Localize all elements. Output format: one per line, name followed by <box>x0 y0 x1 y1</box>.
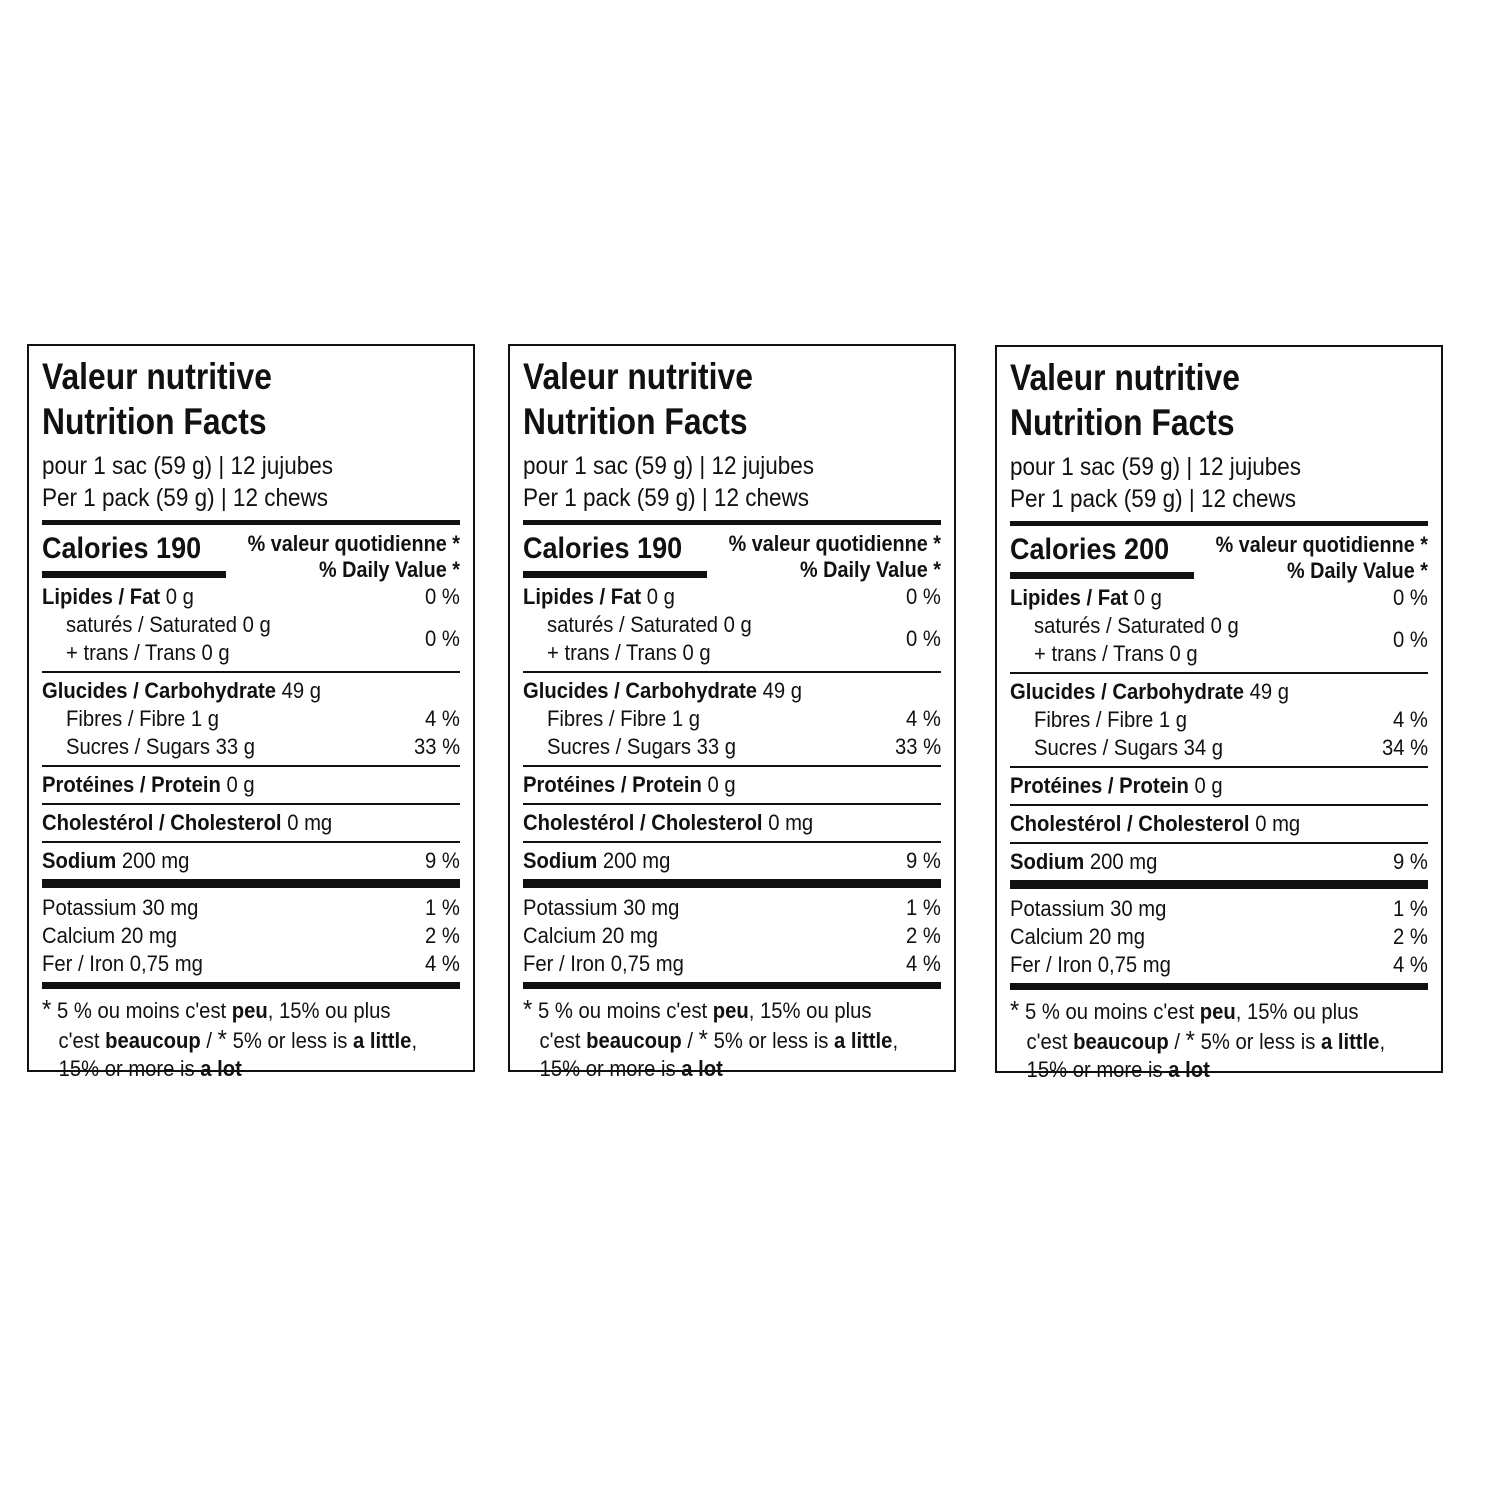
divider <box>42 765 460 767</box>
footnote-text: c'est <box>58 1028 106 1053</box>
nutrition-label-3 <box>995 345 1443 1082</box>
carbohydrate-value: 49 g <box>281 678 321 703</box>
calories-underline <box>1010 572 1194 579</box>
protein-row <box>42 771 460 799</box>
footnote-text: 5 % ou moins c'est <box>1024 999 1200 1024</box>
fat-dv: 0 % <box>906 584 941 609</box>
protein-row <box>523 771 941 799</box>
title-english: Nutrition Facts <box>523 401 748 442</box>
sugars: Sucres / Sugars 33 g <box>547 734 737 759</box>
fibre-dv: 4 % <box>425 706 460 731</box>
cholesterol-row <box>523 809 941 837</box>
nutrition-label-2 <box>508 344 956 1081</box>
footnote-bold: a little <box>352 1028 412 1053</box>
fat-dv: 0 % <box>1393 585 1428 610</box>
title-french: Valeur nutritive <box>42 356 272 397</box>
potassium-dv: 1 % <box>425 895 460 920</box>
title-french: Valeur nutritive <box>1010 357 1240 398</box>
sodium-row <box>523 847 941 875</box>
footnote-text: / <box>1168 1029 1186 1054</box>
footnote-bold: a lot <box>200 1056 242 1081</box>
footnote-bold: peu <box>231 998 268 1023</box>
protein-value: 0 g <box>226 772 255 797</box>
saturated-trans-group <box>1010 612 1428 668</box>
divider <box>523 841 941 843</box>
footnote-text: 5% or less is <box>1194 1029 1321 1054</box>
sugars-dv: 33 % <box>894 734 941 759</box>
footnote-bold: a little <box>1320 1029 1380 1054</box>
iron-dv: 4 % <box>1393 952 1428 977</box>
daily-value-english: % Daily Value * <box>319 557 460 582</box>
iron: Fer / Iron 0,75 mg <box>523 951 684 976</box>
sodium-dv: 9 % <box>1393 849 1428 874</box>
divider <box>1010 842 1428 844</box>
serving-size-french: pour 1 sac (59 g) | 12 jujubes <box>1010 453 1302 481</box>
calories-row <box>42 525 460 583</box>
asterisk-1: * <box>523 994 533 1024</box>
cholesterol-value: 0 mg <box>768 810 814 835</box>
divider <box>42 671 460 673</box>
divider-heavy <box>42 879 460 888</box>
calcium-row <box>1010 923 1428 951</box>
title-english: Nutrition Facts <box>42 401 267 442</box>
calcium: Calcium 20 mg <box>523 923 658 948</box>
daily-value-header <box>248 531 460 583</box>
trans-fat: + trans / Trans 0 g <box>1034 641 1198 666</box>
calcium-dv: 2 % <box>1393 924 1428 949</box>
fibre-row <box>1010 706 1428 734</box>
serving-size-english: Per 1 pack (59 g) | 12 chews <box>523 484 809 512</box>
footnote-text: , <box>411 1028 418 1053</box>
iron-row <box>523 950 941 978</box>
calcium: Calcium 20 mg <box>1010 924 1145 949</box>
footnote-bold: beaucoup <box>1073 1029 1169 1054</box>
daily-value-english: % Daily Value * <box>1287 558 1428 583</box>
protein-label: Protéines / Protein <box>42 772 221 797</box>
footnote <box>1010 996 1395 1084</box>
carbohydrate-row <box>1010 678 1428 706</box>
fat-value: 0 g <box>646 584 675 609</box>
divider-bottom <box>1010 983 1428 990</box>
footnote-bold: a lot <box>681 1056 723 1081</box>
potassium-row <box>523 894 941 922</box>
nutrition-label-1 <box>27 344 475 1081</box>
protein-label: Protéines / Protein <box>1010 773 1189 798</box>
sugars-row <box>1010 734 1428 762</box>
iron-dv: 4 % <box>425 951 460 976</box>
cholesterol-value: 0 mg <box>1255 811 1301 836</box>
potassium-dv: 1 % <box>906 895 941 920</box>
footnote-line-3 <box>42 1055 427 1083</box>
footnote-text: 5% or less is <box>226 1028 353 1053</box>
carbohydrate-row <box>523 677 941 705</box>
sodium-label: Sodium <box>523 848 598 873</box>
asterisk-1: * <box>1010 995 1020 1025</box>
cholesterol-label: Cholestérol / Cholesterol <box>1010 811 1250 836</box>
saturated-trans-dv: 0 % <box>906 626 941 651</box>
title-english: Nutrition Facts <box>1010 402 1235 443</box>
saturated-trans-group <box>42 611 460 667</box>
fat-label: Lipides / Fat <box>1010 585 1129 610</box>
sodium-label: Sodium <box>1010 849 1085 874</box>
footnote-text: c'est <box>539 1028 587 1053</box>
saturated-fat: saturés / Saturated 0 g <box>547 612 752 637</box>
sodium-dv: 9 % <box>425 848 460 873</box>
fibre-dv: 4 % <box>1393 707 1428 732</box>
fibre: Fibres / Fibre 1 g <box>66 706 219 731</box>
serving-size-english: Per 1 pack (59 g) | 12 chews <box>1010 485 1296 513</box>
daily-value-french: % valeur quotidienne * <box>1215 532 1428 557</box>
asterisk-2: * <box>698 1024 708 1054</box>
footnote-line-1 <box>42 995 427 1025</box>
calories-underline <box>523 571 707 578</box>
calcium-dv: 2 % <box>906 923 941 948</box>
footnote-bold: beaucoup <box>586 1028 682 1053</box>
trans-fat: + trans / Trans 0 g <box>547 640 711 665</box>
divider <box>523 803 941 805</box>
divider <box>523 671 941 673</box>
protein-value: 0 g <box>707 772 736 797</box>
footnote-line-2 <box>42 1025 427 1055</box>
divider <box>523 765 941 767</box>
sodium-value: 200 mg <box>602 848 671 873</box>
title-french: Valeur nutritive <box>523 356 753 397</box>
footnote-text: 5 % ou moins c'est <box>56 998 232 1023</box>
potassium-dv: 1 % <box>1393 896 1428 921</box>
footnote-line-1 <box>1010 996 1395 1026</box>
fat-row <box>42 583 460 611</box>
footnote-text: , 15% ou plus <box>267 998 391 1023</box>
footnote-text: 5% or less is <box>707 1028 834 1053</box>
footnote-text: / <box>200 1028 218 1053</box>
calories: Calories 200 <box>1010 533 1170 566</box>
protein-label: Protéines / Protein <box>523 772 702 797</box>
sugars-row <box>523 733 941 761</box>
carbohydrate-row <box>42 677 460 705</box>
cholesterol-row <box>1010 810 1428 838</box>
daily-value-french: % valeur quotidienne * <box>247 531 460 556</box>
footnote-line-3 <box>523 1055 908 1083</box>
sodium-label: Sodium <box>42 848 117 873</box>
fat-row <box>523 583 941 611</box>
asterisk-2: * <box>217 1024 227 1054</box>
footnote-line-3 <box>1010 1056 1395 1084</box>
fibre: Fibres / Fibre 1 g <box>547 706 700 731</box>
sugars-dv: 33 % <box>413 734 460 759</box>
divider <box>42 841 460 843</box>
footnote-text: 5 % ou moins c'est <box>537 998 713 1023</box>
potassium: Potassium 30 mg <box>42 895 199 920</box>
fat-dv: 0 % <box>425 584 460 609</box>
divider <box>1010 672 1428 674</box>
daily-value-english: % Daily Value * <box>800 557 941 582</box>
daily-value-header <box>1216 532 1428 584</box>
potassium-row <box>42 894 460 922</box>
sodium-value: 200 mg <box>121 848 190 873</box>
footnote-text: / <box>681 1028 699 1053</box>
cholesterol-label: Cholestérol / Cholesterol <box>523 810 763 835</box>
asterisk-1: * <box>42 994 52 1024</box>
potassium-row <box>1010 895 1428 923</box>
fat-label: Lipides / Fat <box>523 584 642 609</box>
carbohydrate-label: Glucides / Carbohydrate <box>42 678 276 703</box>
sodium-row <box>1010 848 1428 876</box>
carbohydrate-label: Glucides / Carbohydrate <box>523 678 757 703</box>
divider <box>1010 766 1428 768</box>
footnote-text: 15% or more is <box>58 1056 201 1081</box>
calories-row <box>523 525 941 583</box>
fibre-row <box>523 705 941 733</box>
footnote-text: , 15% ou plus <box>748 998 872 1023</box>
calories-underline <box>42 571 226 578</box>
iron: Fer / Iron 0,75 mg <box>1010 952 1171 977</box>
saturated-fat: saturés / Saturated 0 g <box>1034 613 1239 638</box>
serving-size-english: Per 1 pack (59 g) | 12 chews <box>42 484 328 512</box>
footnote-text: , <box>892 1028 899 1053</box>
sugars-row <box>42 733 460 761</box>
saturated-trans-dv: 0 % <box>1393 627 1428 652</box>
iron-dv: 4 % <box>906 951 941 976</box>
sugars: Sucres / Sugars 33 g <box>66 734 256 759</box>
serving-size-french: pour 1 sac (59 g) | 12 jujubes <box>42 452 334 480</box>
fat-row <box>1010 584 1428 612</box>
protein-row <box>1010 772 1428 800</box>
calcium-row <box>523 922 941 950</box>
iron-row <box>42 950 460 978</box>
divider <box>42 803 460 805</box>
carbohydrate-value: 49 g <box>762 678 802 703</box>
calcium: Calcium 20 mg <box>42 923 177 948</box>
cholesterol-label: Cholestérol / Cholesterol <box>42 810 282 835</box>
saturated-trans-dv: 0 % <box>425 626 460 651</box>
fat-label: Lipides / Fat <box>42 584 161 609</box>
calories: Calories 190 <box>523 532 683 565</box>
fat-value: 0 g <box>165 584 194 609</box>
divider-bottom <box>523 982 941 989</box>
sugars-dv: 34 % <box>1381 735 1428 760</box>
sodium-value: 200 mg <box>1089 849 1158 874</box>
footnote-text: 15% or more is <box>539 1056 682 1081</box>
cholesterol-value: 0 mg <box>287 810 333 835</box>
calcium-dv: 2 % <box>425 923 460 948</box>
footnote-line-2 <box>523 1025 908 1055</box>
potassium: Potassium 30 mg <box>523 895 680 920</box>
calories: Calories 190 <box>42 532 202 565</box>
carbohydrate-value: 49 g <box>1249 679 1289 704</box>
cholesterol-row <box>42 809 460 837</box>
footnote-line-2 <box>1010 1026 1395 1056</box>
footnote-bold: beaucoup <box>105 1028 201 1053</box>
footnote <box>523 995 908 1083</box>
daily-value-french: % valeur quotidienne * <box>728 531 941 556</box>
footnote-bold: peu <box>1199 999 1236 1024</box>
potassium: Potassium 30 mg <box>1010 896 1167 921</box>
footnote-text: c'est <box>1026 1029 1074 1054</box>
divider-bottom <box>42 982 460 989</box>
fibre-row <box>42 705 460 733</box>
footnote-bold: peu <box>712 998 749 1023</box>
footnote-text: , 15% ou plus <box>1235 999 1359 1024</box>
sodium-dv: 9 % <box>906 848 941 873</box>
protein-value: 0 g <box>1194 773 1223 798</box>
footnote-bold: a little <box>833 1028 893 1053</box>
footnote-text: , <box>1379 1029 1386 1054</box>
iron: Fer / Iron 0,75 mg <box>42 951 203 976</box>
calcium-row <box>42 922 460 950</box>
fibre: Fibres / Fibre 1 g <box>1034 707 1187 732</box>
fibre-dv: 4 % <box>906 706 941 731</box>
footnote-bold: a lot <box>1168 1057 1210 1082</box>
footnote-text: 15% or more is <box>1026 1057 1169 1082</box>
footnote-line-1 <box>523 995 908 1025</box>
sodium-row <box>42 847 460 875</box>
saturated-trans-group <box>523 611 941 667</box>
divider <box>1010 804 1428 806</box>
divider-heavy <box>1010 880 1428 889</box>
saturated-fat: saturés / Saturated 0 g <box>66 612 271 637</box>
divider-heavy <box>523 879 941 888</box>
calories-row <box>1010 526 1428 584</box>
sugars: Sucres / Sugars 34 g <box>1034 735 1224 760</box>
serving-size-french: pour 1 sac (59 g) | 12 jujubes <box>523 452 815 480</box>
carbohydrate-label: Glucides / Carbohydrate <box>1010 679 1244 704</box>
trans-fat: + trans / Trans 0 g <box>66 640 230 665</box>
iron-row <box>1010 951 1428 979</box>
asterisk-2: * <box>1185 1025 1195 1055</box>
daily-value-header <box>729 531 941 583</box>
fat-value: 0 g <box>1133 585 1162 610</box>
footnote <box>42 995 427 1083</box>
